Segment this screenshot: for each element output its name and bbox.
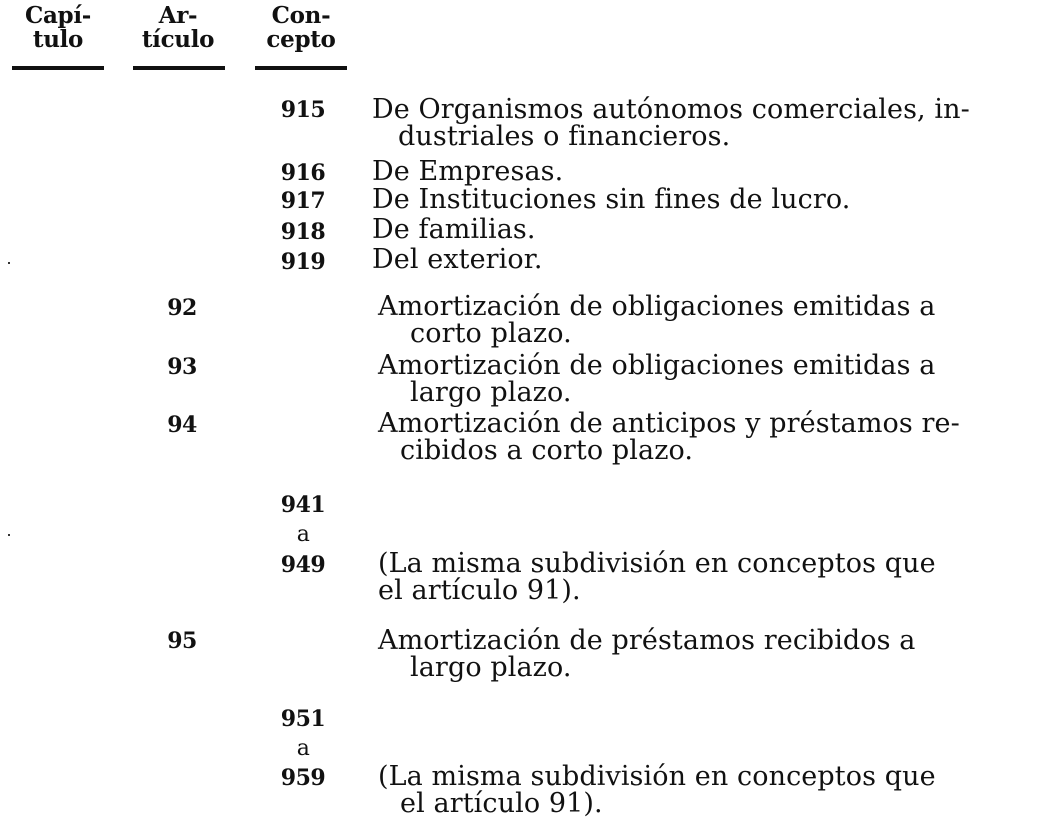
row-description	[372, 158, 1042, 185]
row-description	[378, 352, 1056, 406]
concepto-code: 918	[280, 219, 326, 245]
concepto-range-start: 951	[280, 706, 326, 732]
row-description-line: cibidos a corto plazo.	[400, 435, 694, 466]
row-description-line: (La misma subdivisión en conceptos que	[378, 548, 936, 579]
row-description	[378, 410, 1056, 464]
row-description-line: (La misma subdivisión en conceptos que	[378, 761, 936, 792]
concepto-range-end: 959	[280, 765, 326, 791]
row-description-line: Amortización de anticipos y préstamos re-	[378, 408, 960, 439]
row-description-line: corto plazo.	[410, 318, 572, 349]
row-description	[372, 96, 1042, 150]
row-description	[378, 293, 1056, 347]
row-description	[378, 763, 1056, 817]
row-description-line: Amortización de obligaciones emitidas a	[378, 291, 936, 322]
row-description-line: el artículo 91).	[400, 788, 603, 819]
concepto-code: 916	[280, 160, 326, 186]
row-description-line: Del exterior.	[372, 244, 543, 275]
row-description-line: el artículo 91).	[378, 575, 581, 606]
header-capitulo-line2: tulo	[32, 26, 84, 53]
articulo-code: 92	[167, 295, 197, 321]
header-capitulo-line1: Capí-	[24, 2, 92, 29]
articulo-code: 94	[167, 412, 197, 438]
header-rule-capitulo	[12, 66, 104, 70]
row-description-line: largo plazo.	[410, 377, 572, 408]
concepto-range-sep: a	[296, 736, 310, 761]
header-capitulo	[8, 4, 108, 52]
row-description-line: De Empresas.	[372, 156, 564, 187]
row-description-line: largo plazo.	[410, 652, 572, 683]
articulo-code: 93	[167, 354, 197, 380]
row-description-line: dustriales o financieros.	[398, 121, 731, 152]
header-rule-concepto	[255, 66, 347, 70]
row-description	[378, 550, 1056, 604]
header-articulo-line2: tículo	[141, 26, 215, 53]
row-description-line: De Organismos autónomos comerciales, in-	[372, 94, 970, 125]
concepto-code: 917	[280, 188, 326, 214]
row-description	[378, 627, 1056, 681]
header-rule-articulo	[133, 66, 225, 70]
row-description-line: Amortización de obligaciones emitidas a	[378, 350, 936, 381]
row-description-line: Amortización de préstamos recibidos a	[378, 625, 916, 656]
articulo-code: 95	[167, 628, 197, 654]
concepto-range-sep: a	[296, 522, 310, 547]
scan-speck	[8, 534, 10, 536]
header-concepto	[251, 4, 351, 52]
row-description	[372, 186, 1042, 213]
row-description-line: De Instituciones sin fines de lucro.	[372, 184, 851, 215]
header-articulo	[128, 4, 228, 52]
concepto-range-end: 949	[280, 552, 326, 578]
header-concepto-line2: cepto	[266, 26, 336, 53]
row-description-line: De familias.	[372, 214, 536, 245]
row-description	[372, 246, 1042, 273]
header-articulo-line1: Ar-	[158, 2, 198, 29]
concepto-code: 915	[280, 97, 326, 123]
scan-speck	[8, 262, 10, 264]
concepto-code: 919	[280, 249, 326, 275]
header-concepto-line1: Con-	[271, 2, 331, 29]
concepto-range-start: 941	[280, 492, 326, 518]
row-description	[372, 216, 1042, 243]
